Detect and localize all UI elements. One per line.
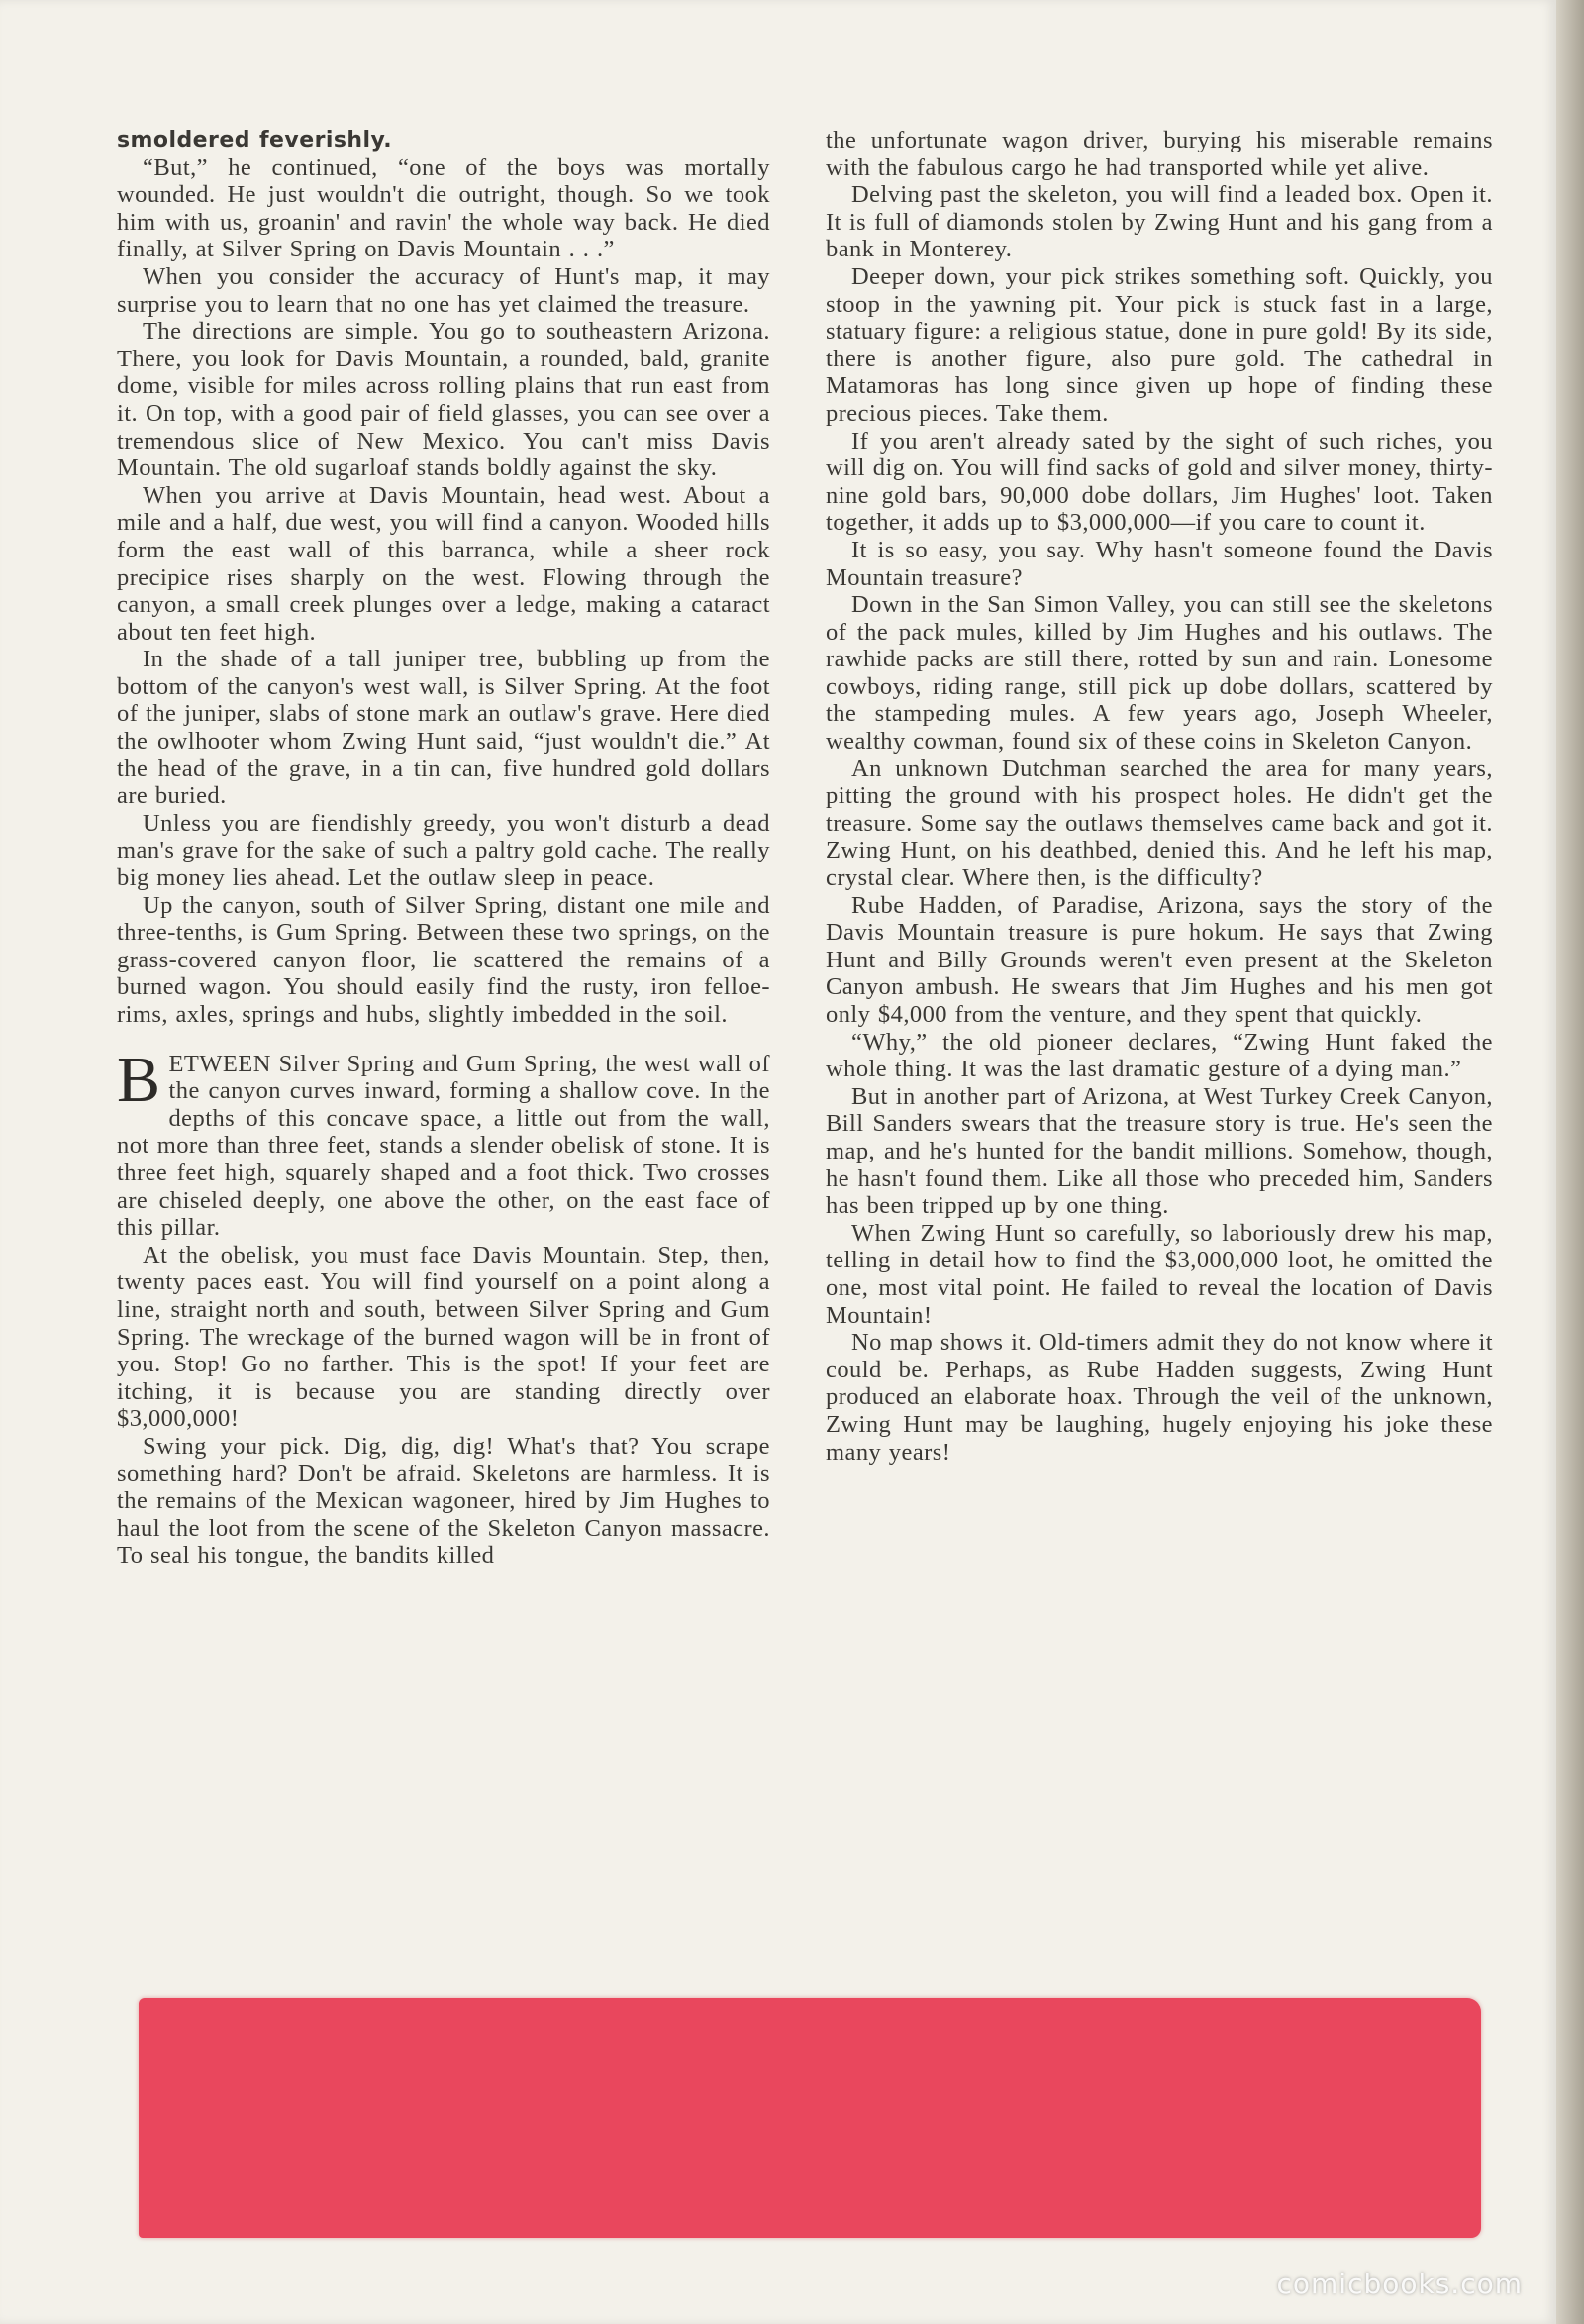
paragraph: If you aren't already sated by the sight of such riches, you will dig on. You will find sacks of gold and silver money, thirty-nine gold bars, 90,000 dobe dollars, Jim Hughes' loot. Taken together, it adds up to $3,000,000—if you care to count it. bbox=[826, 427, 1493, 537]
paragraph: When Zwing Hunt so carefully, so laboriously drew his map, telling in detail how to find the $3,000,000 loot, he omitted the one, most vital point. He failed to reveal the location of Davis Mountain! bbox=[826, 1219, 1493, 1329]
site-watermark: comicbooks.com bbox=[1276, 2268, 1523, 2300]
paragraph: “Why,” the old pioneer declares, “Zwing Hunt faked the whole thing. It was the last dramatic gesture of a dying man.” bbox=[826, 1028, 1493, 1083]
dropcap-paragraph bbox=[117, 1043, 770, 1242]
paragraph: When you consider the accuracy of Hunt's map, it may surprise you to learn that no one has yet claimed the treasure. bbox=[117, 262, 770, 318]
paragraph: Delving past the skeleton, you will find a leaded box. Open it. It is full of diamonds stolen by Zwing Hunt and his gang from a bank in Monterey. bbox=[826, 181, 1493, 263]
paragraph: Unless you are fiendishly greedy, you won't disturb a dead man's grave for the sake of such a paltry gold cache. The really big money lies ahead. Let the outlaw sleep in peace. bbox=[117, 809, 770, 892]
paragraph: In the shade of a tall juniper tree, bubbling up from the bottom of the canyon's west wall, is Silver Spring. At the foot of the juniper, slabs of stone mark an outlaw's grave. Here died the owlhooter whom Zwing Hunt said, “just wouldn't die.” At the head of the grave, in a tin can, five hundred gold dollars are buried. bbox=[117, 646, 770, 810]
paragraph: Deeper down, your pick strikes something soft. Quickly, you stoop in the yawning pit. Your pick is stuck fast in a large, statuary figure: a religious statue, done in pure gold! By its side, there is another figure, also pure gold. The cathedral in Matamoras has long since given up hope of finding these precious pieces. Take them. bbox=[826, 262, 1493, 427]
paragraph: When you arrive at Davis Mountain, head west. About a mile and a half, due west, you will find a canyon. Wooded hills form the east wall of this barranca, while a sheer rock precipice rises sharply on the west. Flowing through the canyon, a small creek plunges over a ledge, making a cataract about ten feet high. bbox=[117, 481, 770, 646]
paragraph: Rube Hadden, of Paradise, Arizona, says the story of the Davis Mountain treasure is pure hokum. He says that Zwing Hunt and Billy Grounds weren't even present at the Skeleton Canyon ambush. He swears that Jim Hughes and his men got only $4,000 from the venture, and they spent that quickly. bbox=[826, 891, 1493, 1028]
drop-cap-letter: B bbox=[117, 1043, 161, 1116]
paragraph: “But,” he continued, “one of the boys was mortally wounded. He just wouldn't die outright, though. So we took him with us, groanin' and ravin' the whole way back. He died finally, at Silver Spring on Davis Mountain . . .” bbox=[117, 153, 770, 263]
paragraph: Down in the San Simon Valley, you can still see the skeletons of the pack mules, killed by Jim Hughes and his outlaws. The rawhide packs are still there, rotted by sun and rain. Lonesome cowboys, riding range, still pick up dobe dollars, scattered by the stampeding mules. A few years ago, Joseph Wheeler, wealthy cowman, found six of these coins in Skeleton Canyon. bbox=[826, 591, 1493, 756]
red-banner bbox=[139, 1998, 1481, 2238]
paragraph: Up the canyon, south of Silver Spring, distant one mile and three-tenths, is Gum Spring. Between these two springs, on the grass-covered canyon floor, lie scattered the remains of a burned wagon. You should easily find the rusty, iron felloe-rims, axles, springs and hubs, slightly imbedded in the soil. bbox=[117, 891, 770, 1028]
paragraph: the unfortunate wagon driver, burying his miserable remains with the fabulous cargo he had transported while yet alive. bbox=[826, 127, 1493, 181]
paragraph: No map shows it. Old-timers admit they do not know where it could be. Perhaps, as Rube Hadden suggests, Zwing Hunt produced an elaborate hoax. Through the veil of the unknown, Zwing Hunt may be laughing, hugely enjoying his joke these many years! bbox=[826, 1329, 1493, 1465]
paragraph: At the obelisk, you must face Davis Mountain. Step, then, twenty paces east. You will find yourself on a point along a line, straight north and south, between Silver Spring and Gum Spring. The wreckage of the burned wagon will be in front of you. Stop! Go no farther. This is the spot! If your feet are itching, it is because you are standing directly over $3,000,000! bbox=[117, 1241, 770, 1433]
paragraph: An unknown Dutchman searched the area for many years, pitting the ground with his prospect holes. He didn't get the treasure. Some say the outlaws themselves came back and got it. Zwing Hunt, on his deathbed, denied this. And he left his map, crystal clear. Where then, is the difficulty? bbox=[826, 755, 1493, 892]
paragraph: Swing your pick. Dig, dig, dig! What's that? You scrape something hard? Don't be afraid. Skeletons are harmless. It is the remains of the Mexican wagoneer, hired by Jim Hughes to haul the loot from the scene of the Skeleton Canyon massacre. To seal his tongue, the bandits killed bbox=[117, 1432, 770, 1569]
paragraph: It is so easy, you say. Why hasn't someone found the Davis Mountain treasure? bbox=[826, 536, 1493, 591]
right-column bbox=[826, 127, 1493, 1465]
paragraph: smoldered feverishly. bbox=[117, 128, 393, 152]
page-edge bbox=[1556, 0, 1584, 2324]
left-column bbox=[117, 127, 770, 1569]
dropcap-paragraph-text: ETWEEN Silver Spring and Gum Spring, the west wall of the canyon curves inward, forming a shallow cove. In the depths of this concave space, a little out from the wall, not more than three feet, stands a slender obelisk of stone. It is three feet high, squarely shaped and a foot thick. Two crosses are chiseled deeply, one above the other, on the east face of this pillar. bbox=[117, 1050, 770, 1242]
paragraph: But in another part of Arizona, at West Turkey Creek Canyon, Bill Sanders swears that the treasure story is true. He's seen the map, and he's hunted for the bandit millions. Somehow, though, he hasn't found them. Like all those who preceded him, Sanders has been tripped up by one thing. bbox=[826, 1082, 1493, 1220]
paragraph: The directions are simple. You go to southeastern Arizona. There, you look for Davis Mountain, a rounded, bald, granite dome, visible for miles across rolling plains that run east from it. On top, with a good pair of field glasses, you can see over a tremendous slice of New Mexico. You can't miss Davis Mountain. The old sugarloaf stands boldly against the sky. bbox=[117, 318, 770, 482]
